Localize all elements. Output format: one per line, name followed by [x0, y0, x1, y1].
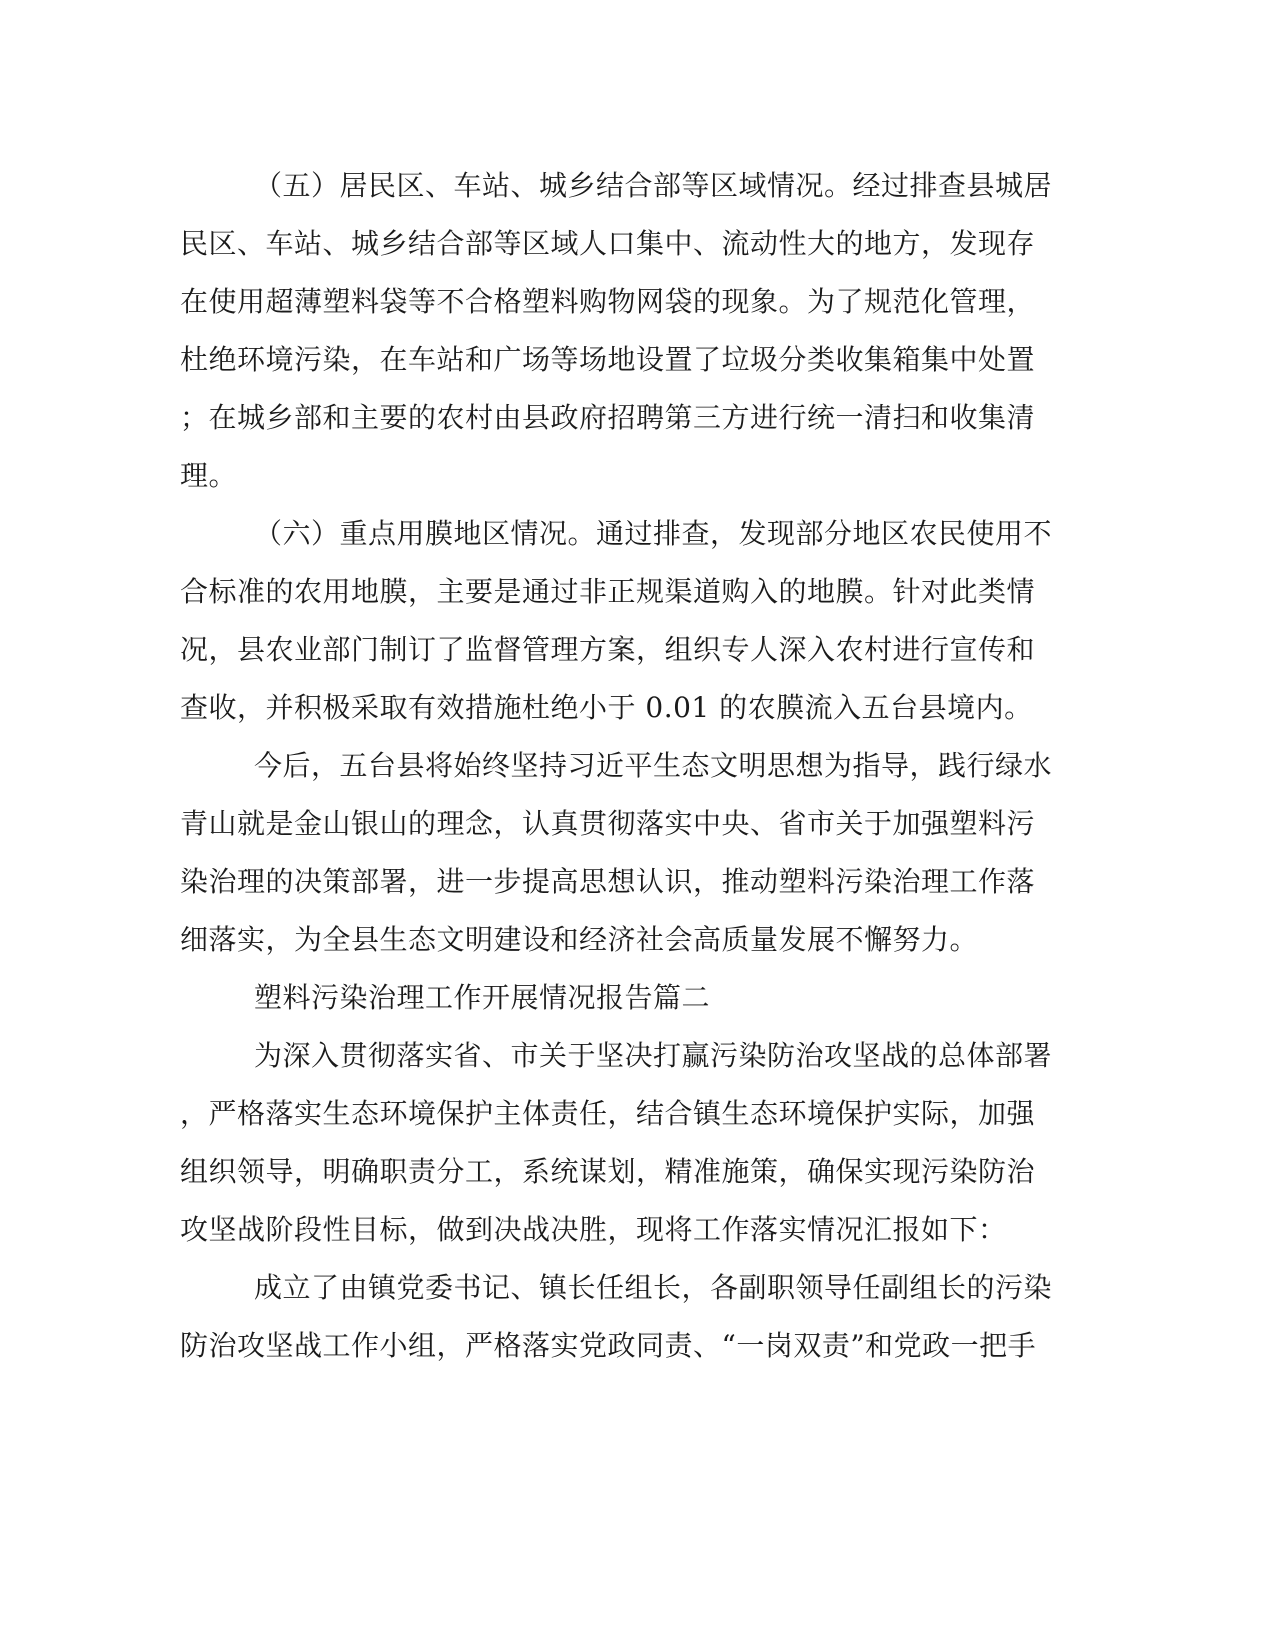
- paragraph-line: 杜绝环境污染，在车站和广场等场地设置了垃圾分类收集箱集中处置: [180, 343, 1036, 376]
- paragraph-line: 细落实，为全县生态文明建设和经济社会高质量发展不懈努力。: [180, 923, 979, 956]
- paragraph-line: 防治攻坚战工作小组，严格落实党政同责、“一岗双责”和党政一把手: [180, 1329, 1037, 1362]
- document-body: [180, 157, 1053, 1375]
- paragraph-line: ；在城乡部和主要的农村由县政府招聘第三方进行统一清扫和收集清: [180, 401, 1036, 434]
- paragraph-line: 理。: [180, 459, 238, 492]
- paragraph-line: 查收，并积极采取有效措施杜绝小于 0.01 的农膜流入五台县境内。: [180, 691, 1033, 724]
- paragraph-line: （五）居民区、车站、城乡结合部等区域情况。经过排查县城居: [254, 169, 1053, 202]
- paragraph-line: 青山就是金山银山的理念，认真贯彻落实中央、省市关于加强塑料污: [180, 807, 1036, 840]
- paragraph-line: 况，县农业部门制订了监督管理方案，组织专人深入农村进行宣传和: [180, 633, 1036, 666]
- paragraph-line: 成立了由镇党委书记、镇长任组长，各副职领导任副组长的污染: [254, 1271, 1053, 1304]
- paragraph-line: 攻坚战阶段性目标，做到决战决胜，现将工作落实情况汇报如下：: [180, 1213, 1007, 1246]
- paragraph-line: 在使用超薄塑料袋等不合格塑料购物网袋的现象。为了规范化管理，: [180, 285, 1036, 318]
- section-heading: 塑料污染治理工作开展情况报告篇二: [254, 981, 711, 1014]
- paragraph-line: 组织领导，明确职责分工，系统谋划，精准施策，确保实现污染防治: [180, 1155, 1036, 1188]
- paragraph-line: 为深入贯彻落实省、市关于坚决打赢污染防治攻坚战的总体部署: [254, 1039, 1053, 1072]
- paragraph-line: 合标准的农用地膜，主要是通过非正规渠道购入的地膜。针对此类情: [180, 575, 1036, 608]
- paragraph-line: 今后，五台县将始终坚持习近平生态文明思想为指导，践行绿水: [254, 749, 1053, 782]
- paragraph-line: （六）重点用膜地区情况。通过排查，发现部分地区农民使用不: [254, 517, 1053, 550]
- paragraph-line: ，严格落实生态环境保护主体责任，结合镇生态环境保护实际，加强: [180, 1097, 1036, 1130]
- paragraph-line: 民区、车站、城乡结合部等区域人口集中、流动性大的地方，发现存: [180, 227, 1036, 260]
- paragraph-line: 染治理的决策部署，进一步提高思想认识，推动塑料污染治理工作落: [180, 865, 1036, 898]
